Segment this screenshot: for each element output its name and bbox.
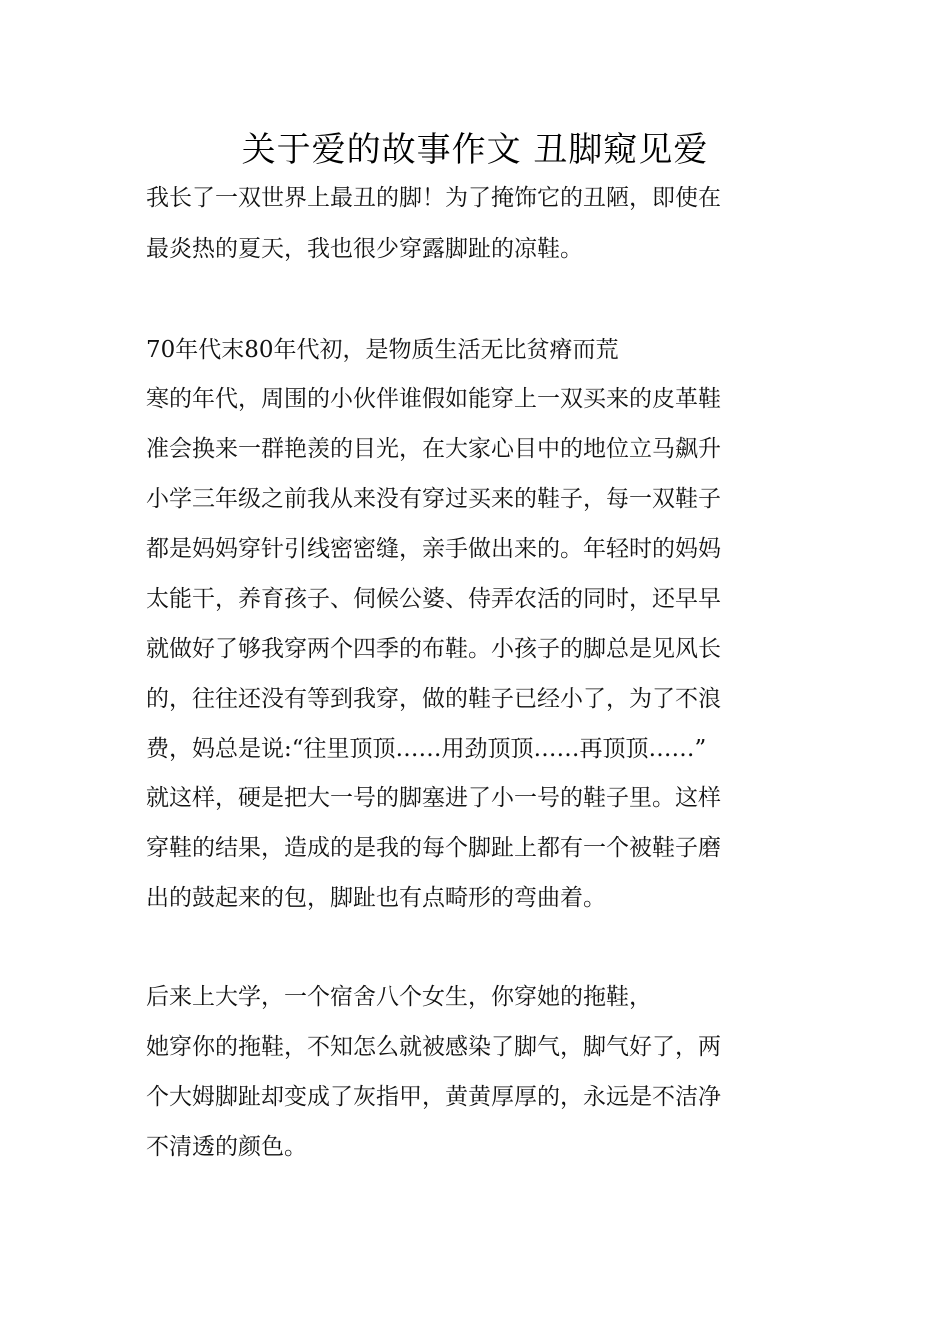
text-line: 费，妈总是说:“往里顶顶……用劲顶顶……再顶顶……” xyxy=(146,736,707,762)
document-title: 关于爱的故事作文 丑脚窥见爱 xyxy=(241,130,709,170)
text-line: 不清透的颜色。 xyxy=(146,1134,307,1160)
text-line: 后来上大学，一个宿舍八个女生，你穿她的拖鞋， xyxy=(146,984,652,1010)
text-line: 70年代末80年代初，是物质生活无比贫瘠而荒 xyxy=(146,337,619,363)
text-line: 最炎热的夏天，我也很少穿露脚趾的凉鞋。 xyxy=(146,236,583,262)
text-line: 准会换来一群艳羡的目光，在大家心目中的地位立马飙升 xyxy=(146,436,721,462)
text-line: 就这样，硬是把大一号的脚塞进了小一号的鞋子里。这样 xyxy=(146,785,721,811)
text-line: 出的鼓起来的包，脚趾也有点畸形的弯曲着。 xyxy=(146,885,606,911)
text-line: 我长了一双世界上最丑的脚！为了掩饰它的丑陋，即使在 xyxy=(146,185,721,211)
text-line: 寒的年代，周围的小伙伴谁假如能穿上一双买来的皮革鞋 xyxy=(146,386,721,412)
text-line: 个大姆脚趾却变成了灰指甲，黄黄厚厚的，永远是不洁净 xyxy=(146,1084,721,1110)
text-line: 太能干，养育孩子、伺候公婆、侍弄农活的同时，还早早 xyxy=(146,586,721,612)
text-line: 就做好了够我穿两个四季的布鞋。小孩子的脚总是见风长 xyxy=(146,636,721,662)
text-line: 小学三年级之前我从来没有穿过买来的鞋子，每一双鞋子 xyxy=(146,486,721,512)
text-line: 穿鞋的结果，造成的是我的每个脚趾上都有一个被鞋子磨 xyxy=(146,835,721,861)
text-line: 她穿你的拖鞋，不知怎么就被感染了脚气，脚气好了，两 xyxy=(146,1034,721,1060)
text-line: 的，往往还没有等到我穿，做的鞋子已经小了，为了不浪 xyxy=(146,686,721,712)
text-line: 都是妈妈穿针引线密密缝，亲手做出来的。年轻时的妈妈 xyxy=(146,536,721,562)
